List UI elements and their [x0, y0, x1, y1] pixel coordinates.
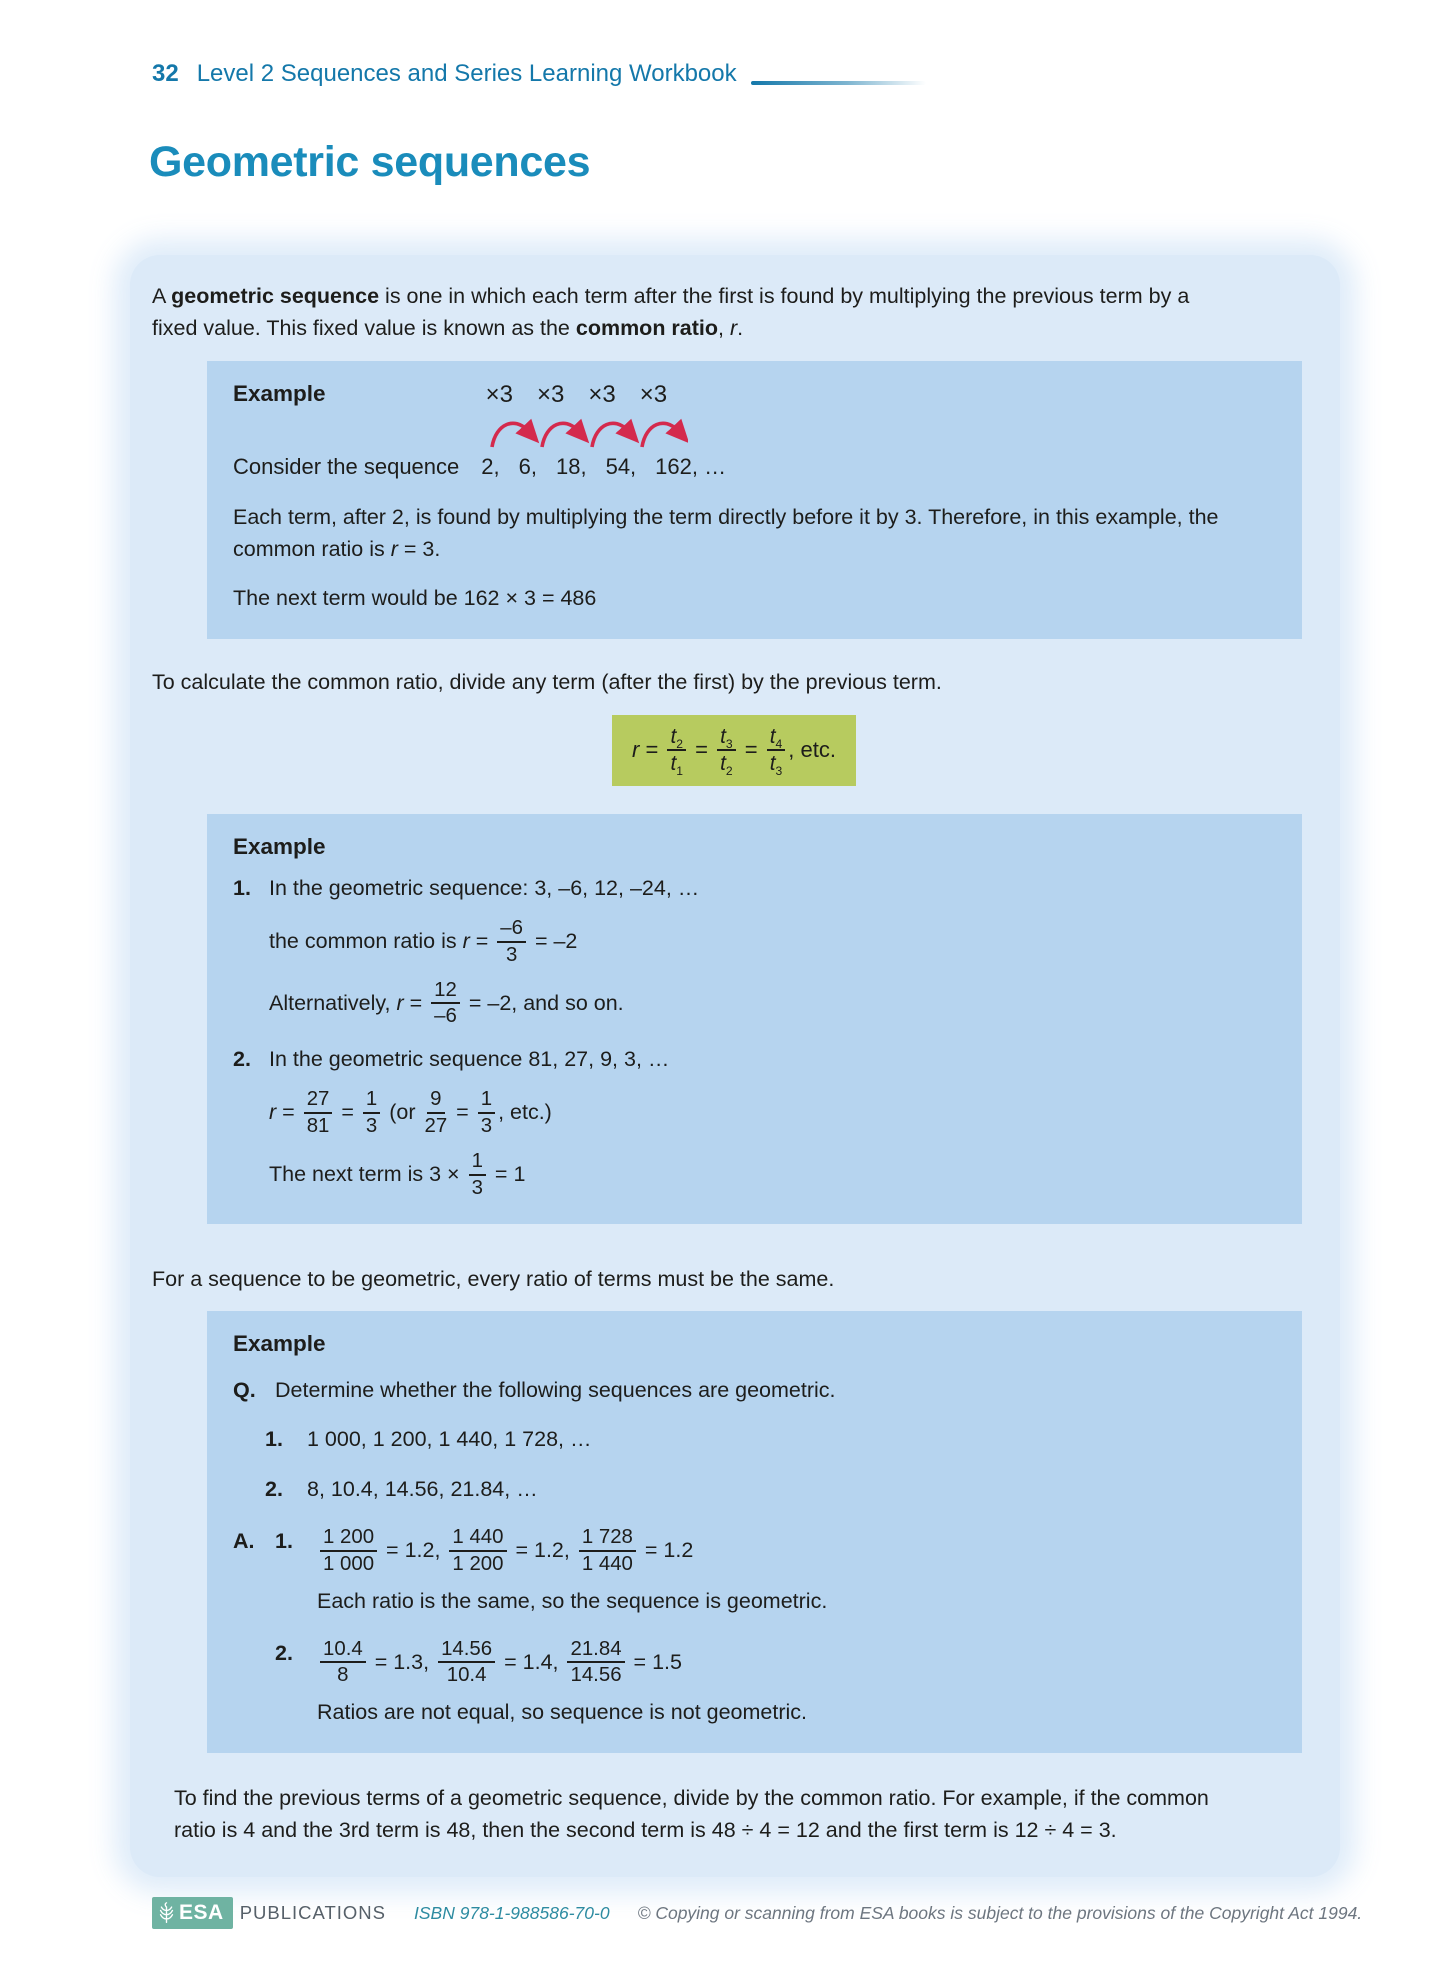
multiplier: ×3 — [639, 380, 668, 408]
text: = 1.3, — [368, 1649, 436, 1674]
fraction: $\frac{10.4}{8}$ — [320, 1638, 366, 1688]
text: = 1 — [488, 1161, 526, 1186]
fraction: $\frac{27}{81}$ — [304, 1088, 333, 1138]
copyright-text: © Copying or scanning from ESA books is subject to the provisions of the Copyright Act 1994. — [637, 1902, 1363, 1923]
text: = — [403, 990, 429, 1015]
sequence-term: 162, … — [655, 454, 727, 480]
text: = 1.2, — [509, 1538, 576, 1563]
ratio-equation-alt — [269, 979, 1276, 1029]
sequence-text: 1 000, 1 200, 1 440, 1 728, … — [307, 1427, 592, 1452]
fraction: $\frac{1 200}{1 000}$ — [320, 1526, 377, 1576]
math-var: r — [632, 737, 640, 763]
fraction: $\frac{t_4}{t_3}$ — [767, 725, 786, 776]
example1-next-term: The next term would be 162 × 3 = 486 — [233, 586, 597, 611]
example-box-1 — [207, 361, 1302, 640]
sequence-term: 2, — [481, 454, 500, 480]
text: The next term is 3 × — [269, 1161, 466, 1186]
text: = 1.4, — [498, 1649, 565, 1674]
question-label: Q. — [233, 1377, 256, 1402]
item-body — [269, 1044, 1276, 1199]
item-number: 1. — [233, 876, 251, 901]
ratio-paragraph: To calculate the common ratio, divide any term (after the first) by the previous term. — [152, 670, 942, 695]
fraction: $\frac{9}{27}$ — [424, 1088, 448, 1137]
text: = — [335, 1100, 360, 1125]
ratio-calculation — [317, 1638, 1276, 1688]
geometric-rule-paragraph: For a sequence to be geometric, every ratio of terms must be the same. — [152, 1266, 835, 1291]
content-panel — [130, 255, 1340, 1877]
fraction: $\frac{21.84}{14.56}$ — [567, 1638, 624, 1688]
fraction: $\frac{1}{3}$ — [469, 1150, 486, 1200]
intro-paragraph — [152, 281, 1222, 345]
ratio-equation — [269, 917, 1276, 967]
math-var: r — [729, 315, 738, 340]
item-number: 2. — [233, 1047, 251, 1072]
fern-icon — [158, 1901, 175, 1925]
answer-label: A. — [233, 1529, 255, 1554]
question-item-1 — [265, 1424, 1276, 1456]
multiplier-row — [486, 377, 668, 413]
sequence-statement: In the geometric sequence: 3, –6, 12, –24, … — [269, 876, 700, 901]
example-label: Example — [233, 833, 326, 859]
formula-highlight-box — [612, 715, 856, 786]
closing-paragraph: To find the previous terms of a geometric sequence, divide by the common ratio. For example, if the common ratio is 4 and the 3rd term is 48, then the second term is 48 ÷ 4 = 12 and the first term is 12 ÷ 4 = 3. — [174, 1786, 1209, 1842]
isbn-text: ISBN 978-1-988586-70-0 — [414, 1902, 610, 1923]
bold-text: geometric sequence — [171, 284, 380, 308]
fraction: $\frac{1}{3}$ — [478, 1088, 495, 1138]
question-item-2 — [265, 1474, 1276, 1506]
question-row — [233, 1375, 1276, 1407]
esa-logo — [152, 1897, 233, 1929]
text: , etc.) — [498, 1100, 552, 1125]
text: = 1.2 — [638, 1538, 694, 1563]
page-footer — [152, 1897, 1362, 1929]
answer-note-1 — [233, 1586, 1276, 1618]
text: = — [469, 928, 495, 953]
text: (or — [383, 1100, 422, 1125]
example-label: Example — [233, 1331, 326, 1357]
text: = 1.5 — [627, 1649, 682, 1674]
example1-header — [233, 377, 1276, 413]
text: = 1.2, — [380, 1538, 447, 1563]
text: is one in which each term after the first is found by multiplying the previous term by a fixed value. This fixed value is known as the — [152, 284, 1190, 340]
multiplier: ×3 — [536, 380, 565, 408]
item-number: 2. — [275, 1640, 293, 1665]
math-var: r — [462, 928, 470, 953]
sequence-term: 18, — [555, 454, 587, 480]
math-var: r — [396, 990, 404, 1015]
item-number: 2. — [265, 1477, 283, 1502]
fraction: $\frac{14.56}{10.4}$ — [438, 1638, 495, 1688]
text: Each term, after 2, is found by multiplying the term directly before it by 3. Therefore, in this example, the common ratio is — [233, 504, 1219, 561]
item-body — [269, 873, 1276, 1028]
item-number: 1. — [275, 1529, 293, 1554]
page-number: 32 — [152, 60, 179, 87]
fraction: $\frac{t_3}{t_2}$ — [717, 725, 736, 776]
conclusion-text: Ratios are not equal, so sequence is not geometric. — [317, 1700, 808, 1725]
fraction: $\frac{-6}{3}$ — [497, 917, 526, 967]
conclusion-text: Each ratio is the same, so the sequence is geometric. — [317, 1588, 828, 1613]
text: = –2 — [528, 928, 578, 953]
text: = — [276, 1100, 301, 1125]
fraction: $\frac{t_2}{t_1}$ — [667, 725, 686, 776]
sequence-prefix: Consider the sequence — [233, 454, 460, 480]
multiplier: ×3 — [588, 380, 616, 408]
multiplier: ×3 — [485, 380, 513, 408]
text: = — [450, 1100, 475, 1125]
text: , — [718, 315, 730, 340]
example-box-2 — [207, 814, 1302, 1224]
answer-note-2 — [233, 1697, 1276, 1729]
next-term-equation — [269, 1150, 1276, 1200]
sequence-statement: In the geometric sequence 81, 27, 9, 3, … — [269, 1047, 670, 1072]
fraction: $\frac{1 728}{1 440}$ — [579, 1526, 636, 1576]
section-title: Geometric sequences — [149, 138, 591, 186]
ratio-equation — [269, 1088, 1276, 1138]
math-var: r — [269, 1100, 277, 1125]
header-rule — [751, 81, 926, 85]
publisher-name: PUBLICATIONS — [239, 1902, 387, 1923]
text: the common ratio is — [269, 928, 463, 953]
page-header — [152, 60, 926, 88]
book-title: Level 2 Sequences and Series Learning Workbook — [196, 60, 737, 87]
ratio-formula — [632, 724, 836, 779]
fraction: $\frac{1 440}{1 200}$ — [449, 1526, 506, 1576]
answer-row-1 — [233, 1526, 1276, 1576]
example1-explanation — [233, 502, 1248, 566]
question-text: Determine whether the following sequences are geometric. — [275, 1377, 836, 1402]
example-box-3 — [207, 1311, 1302, 1753]
example-label: Example — [233, 380, 326, 406]
text: = — [689, 737, 715, 763]
fraction: $\frac{1}{3}$ — [363, 1088, 380, 1138]
multiply-arrows-icon — [488, 413, 688, 451]
text: Alternatively, — [269, 990, 397, 1015]
text: = 3. — [397, 536, 441, 561]
answer-row-2 — [233, 1638, 1276, 1688]
item-number: 1. — [265, 1427, 283, 1452]
text: . — [737, 315, 744, 340]
text: = — [639, 737, 665, 763]
ratio-calculation — [317, 1526, 1276, 1576]
fraction: $\frac{12}{-6}$ — [431, 979, 460, 1029]
example2-item-1 — [233, 873, 1276, 1028]
sequence-term: 54, — [605, 454, 637, 480]
example2-item-2 — [233, 1044, 1276, 1199]
text: , etc. — [788, 737, 836, 763]
text: = — [738, 737, 764, 763]
math-var: r — [390, 536, 398, 561]
sequence-text: 8, 10.4, 14.56, 21.84, … — [307, 1477, 538, 1502]
sequence-line — [233, 451, 1276, 484]
text: = –2, and so on. — [462, 990, 624, 1015]
esa-logo-text: ESA — [179, 1901, 224, 1924]
text: A — [152, 284, 172, 308]
sequence-term: 6, — [518, 454, 537, 480]
bold-text: common ratio — [575, 315, 719, 340]
